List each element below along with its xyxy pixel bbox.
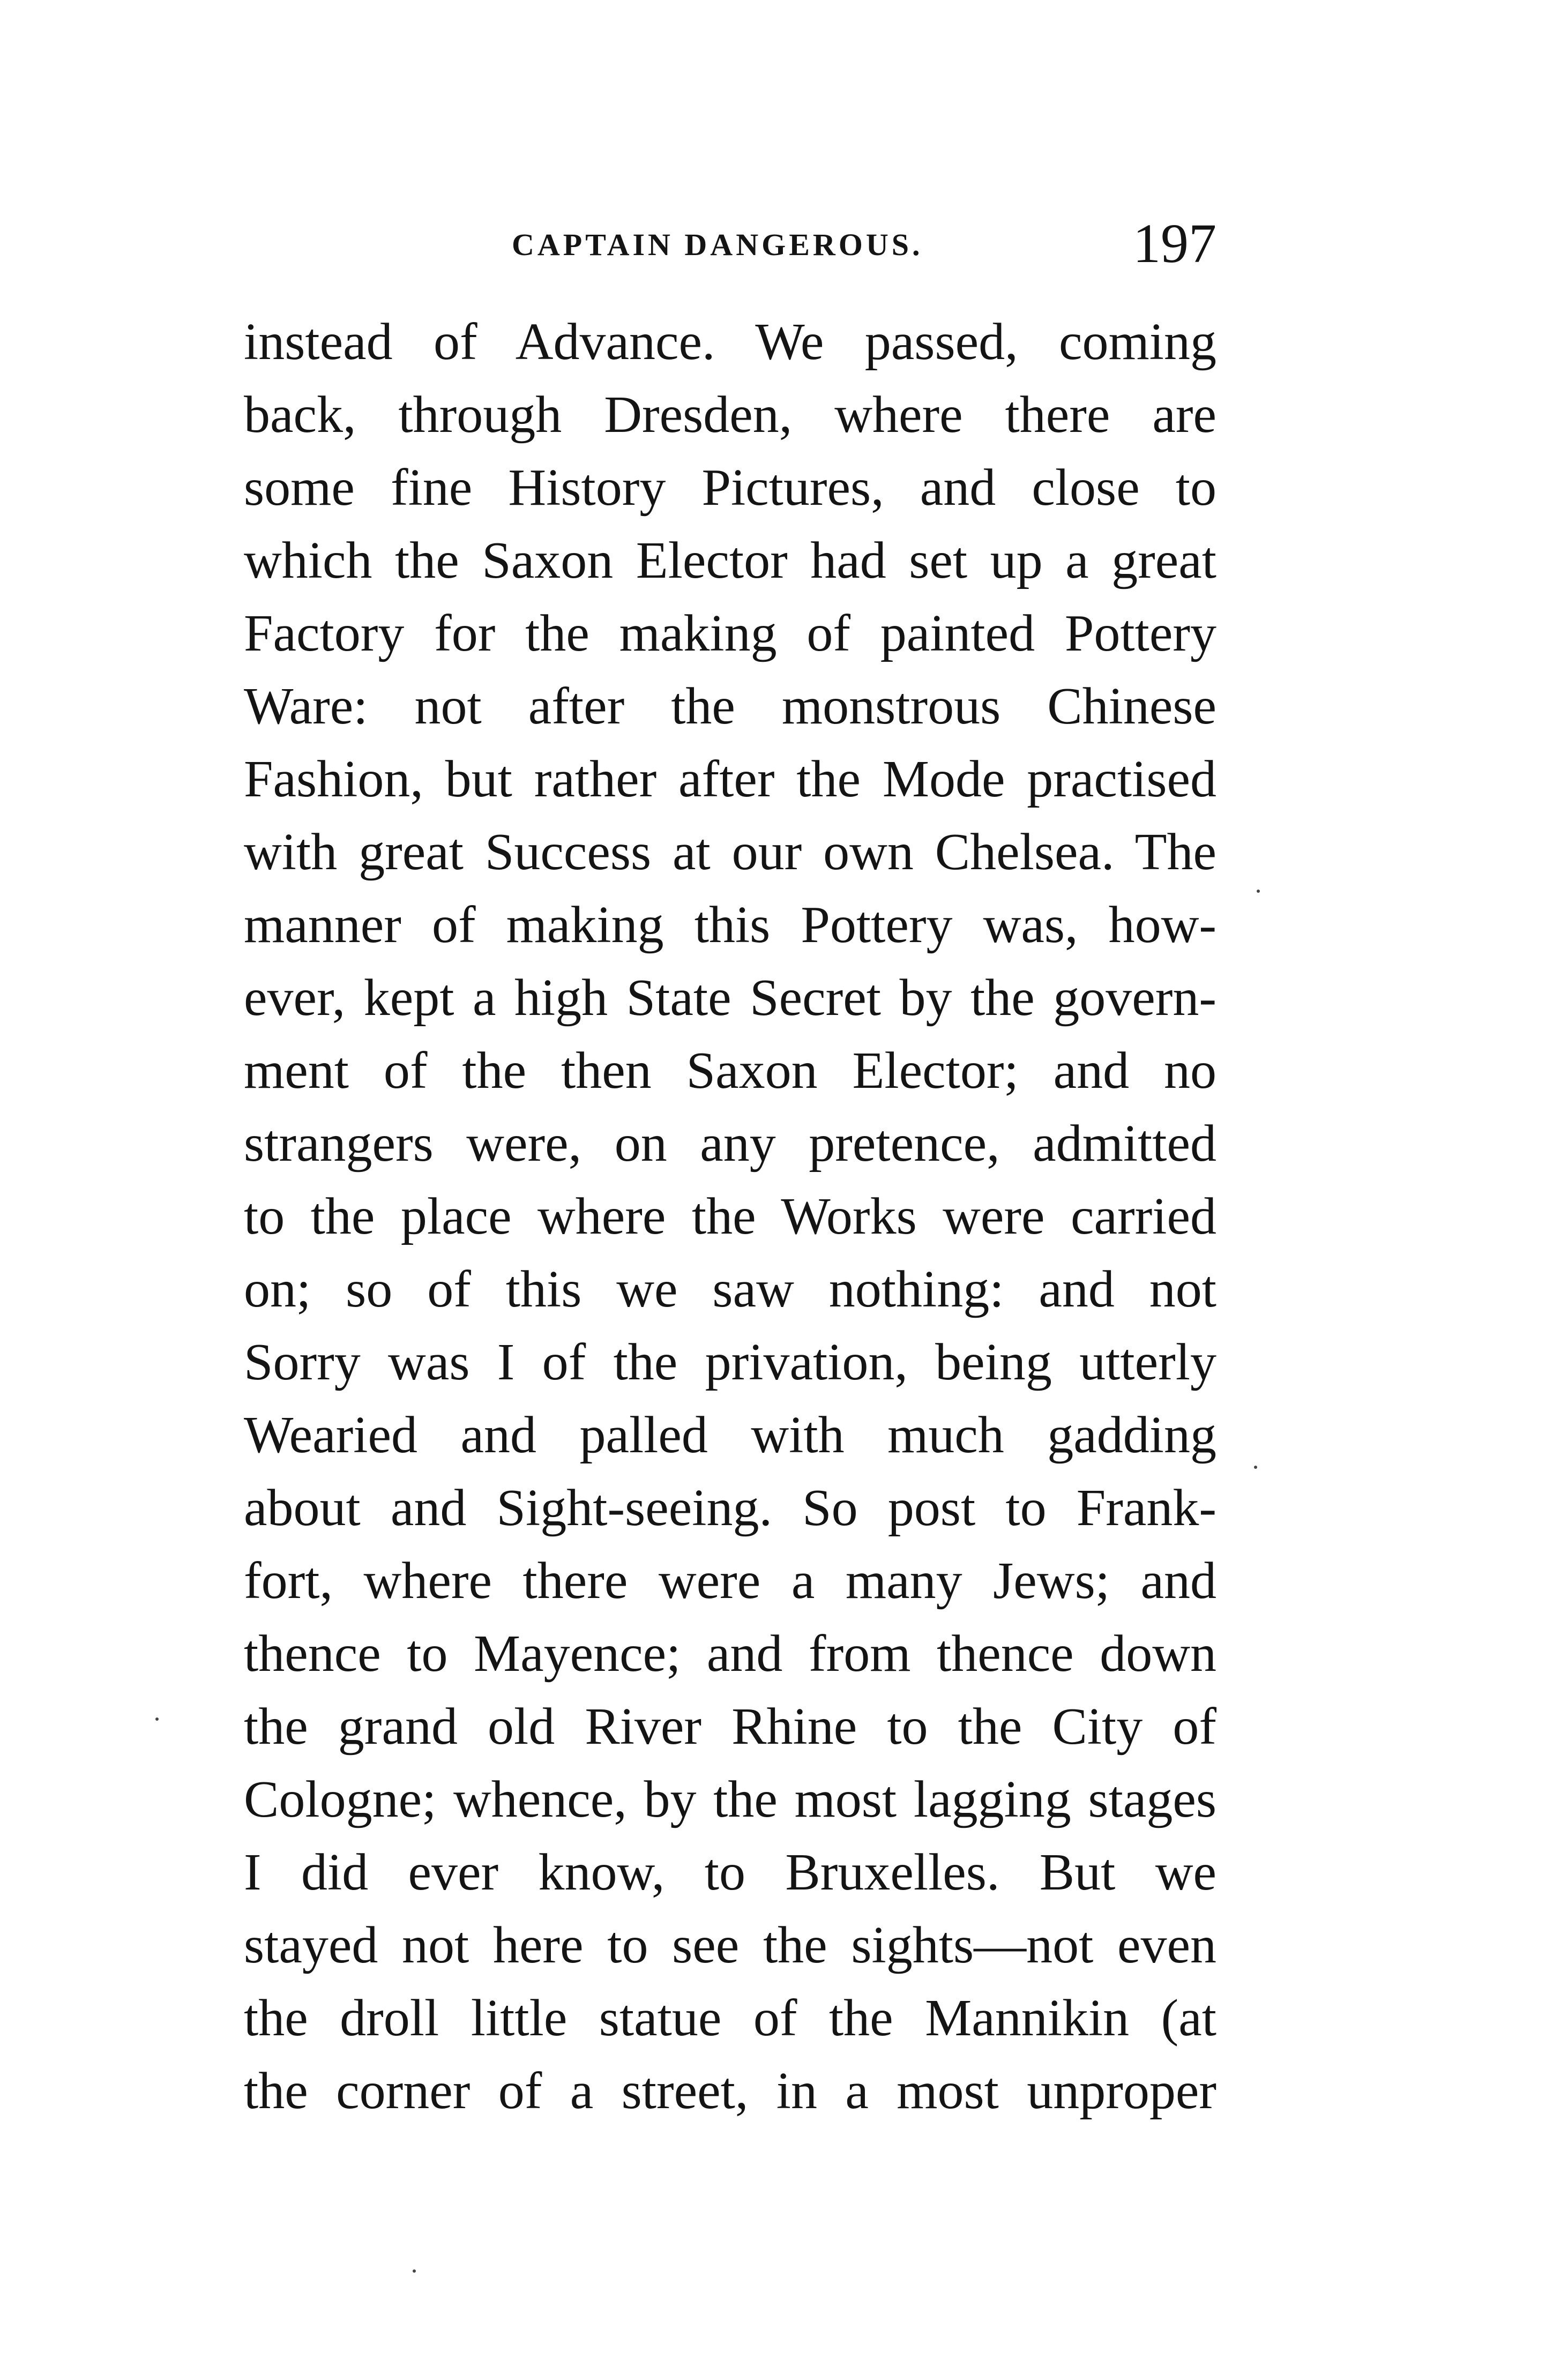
text-line: the corner of a street, in a most unproper: [244, 2062, 1216, 2120]
text-line: on; so of this we saw nothing: and not: [244, 1260, 1216, 1318]
page-number: 197: [1133, 213, 1216, 274]
scan-speck: [413, 2269, 416, 2273]
text-line: ever, kept a high State Secret by the govern-: [244, 969, 1216, 1027]
text-line: Sorry was I of the privation, being utterly: [244, 1333, 1216, 1391]
scan-speck: [1254, 1466, 1257, 1469]
text-line: about and Sight-seeing. So post to Frank-: [244, 1479, 1216, 1537]
text-line: Ware: not after the monstrous Chinese: [244, 677, 1216, 735]
text-line: some fine History Pictures, and close to: [244, 459, 1216, 517]
text-line: the droll little statue of the Mannikin (at: [244, 1989, 1216, 2047]
body-text: [244, 305, 1216, 2127]
text-line: strangers were, on any pretence, admitted: [244, 1115, 1216, 1172]
scan-speck: [1257, 890, 1260, 893]
text-line: which the Saxon Elector had set up a great: [244, 532, 1216, 589]
text-line: stayed not here to see the sights—not even: [244, 1916, 1216, 1974]
text-line: manner of making this Pottery was, how-: [244, 896, 1216, 954]
text-line: thence to Mayence; and from thence down: [244, 1625, 1216, 1683]
text-line: with great Success at our own Chelsea. The: [244, 823, 1216, 881]
text-line: Cologne; whence, by the most lagging stages: [244, 1771, 1216, 1828]
running-head: [247, 212, 1216, 274]
text-line: Factory for the making of painted Pottery: [244, 604, 1216, 662]
text-line: ment of the then Saxon Elector; and no: [244, 1042, 1216, 1100]
text-line: instead of Advance. We passed, coming: [244, 313, 1216, 371]
running-title: CAPTAIN DANGEROUS.: [512, 227, 923, 262]
text-line: Fashion, but rather after the Mode practised: [244, 750, 1216, 808]
text-line: I did ever know, to Bruxelles. But we: [244, 1843, 1216, 1901]
text-line: back, through Dresden, where there are: [244, 386, 1216, 444]
text-line: to the place where the Works were carried: [244, 1188, 1216, 1245]
text-line: fort, where there were a many Jews; and: [244, 1552, 1216, 1610]
text-line: Wearied and palled with much gadding: [244, 1406, 1216, 1464]
text-line: the grand old River Rhine to the City of: [244, 1698, 1216, 1756]
scan-speck: [155, 1717, 159, 1721]
